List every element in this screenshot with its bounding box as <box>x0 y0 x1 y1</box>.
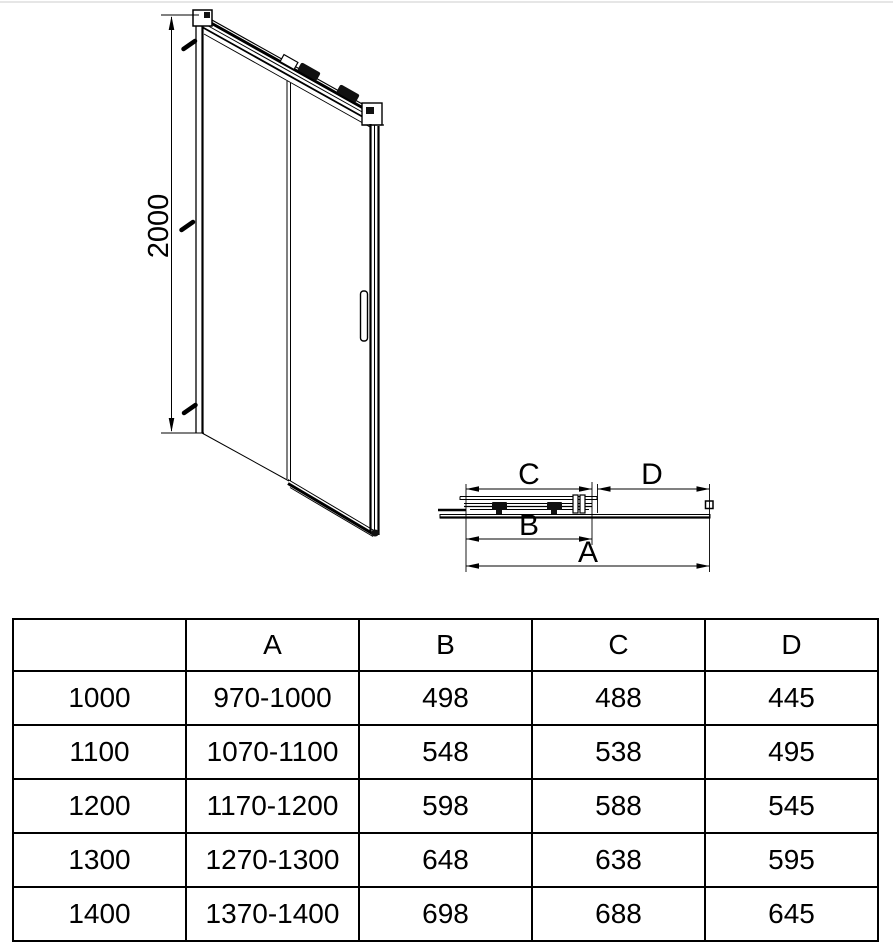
value-cell: 445 <box>705 671 878 725</box>
plan-roller <box>547 502 562 510</box>
value-cell: 648 <box>359 833 532 887</box>
plan-roller <box>492 502 507 510</box>
table-header-d: D <box>705 619 878 671</box>
front-view-drawing <box>143 10 384 537</box>
plan-door-edge-profile <box>573 495 578 513</box>
value-cell: 545 <box>705 779 878 833</box>
wall-bracket <box>182 222 194 230</box>
dimension-d <box>598 458 710 492</box>
value-cell: 970-1000 <box>186 671 359 725</box>
plan-door-edge-profile <box>580 495 585 513</box>
table-header-b: B <box>359 619 532 671</box>
size-cell: 1000 <box>13 671 186 725</box>
arrow-right-icon <box>697 486 710 492</box>
value-cell: 638 <box>532 833 705 887</box>
rail-end-cap <box>371 530 379 537</box>
arrow-down-icon <box>169 418 175 432</box>
door-right-frame <box>371 124 379 535</box>
height-dimension-label: 2000 <box>143 193 175 259</box>
dimension-d-label: D <box>641 458 663 491</box>
value-cell: 488 <box>532 671 705 725</box>
plan-roller-foot <box>551 510 557 514</box>
dimension-c <box>466 458 592 492</box>
size-cell: 1200 <box>13 779 186 833</box>
value-cell: 498 <box>359 671 532 725</box>
value-cell: 1070-1100 <box>186 725 359 779</box>
plan-view-drawing <box>438 458 713 572</box>
table-row <box>13 671 878 725</box>
arrow-left-icon <box>598 486 611 492</box>
arrow-left-icon <box>466 486 479 492</box>
dimension-c-label: C <box>518 458 540 491</box>
wall-profile <box>182 17 203 433</box>
table-header-row <box>13 619 878 671</box>
table-row <box>13 725 878 779</box>
arrow-left-icon <box>466 536 479 542</box>
value-cell: 698 <box>359 887 532 941</box>
rail-left-cap <box>161 10 212 26</box>
table-header-a: A <box>186 619 359 671</box>
table-row <box>13 887 878 941</box>
dimensions-table <box>12 618 879 942</box>
value-cell: 548 <box>359 725 532 779</box>
value-cell: 688 <box>532 887 705 941</box>
rail-right-cap <box>362 103 384 125</box>
size-cell: 1300 <box>13 833 186 887</box>
arrow-right-icon <box>579 486 592 492</box>
dimension-b-label: B <box>518 509 540 542</box>
arrow-up-icon <box>169 16 175 30</box>
size-cell: 1400 <box>13 887 186 941</box>
value-cell: 588 <box>532 779 705 833</box>
arrow-left-icon <box>466 563 479 569</box>
wall-bracket <box>184 405 196 413</box>
value-cell: 645 <box>705 887 878 941</box>
size-cell: 1100 <box>13 725 186 779</box>
bottom-guide-rail <box>288 480 379 537</box>
wall-bracket <box>184 41 196 49</box>
arrow-right-icon <box>697 563 710 569</box>
table-row <box>13 779 878 833</box>
value-cell: 1370-1400 <box>186 887 359 941</box>
dimension-b <box>466 509 592 542</box>
height-dimension <box>143 16 204 433</box>
table-header-c: C <box>532 619 705 671</box>
table-header-blank <box>13 619 186 671</box>
value-cell: 598 <box>359 779 532 833</box>
glass-bottom-edge <box>202 433 289 481</box>
dimension-a <box>466 536 710 569</box>
plan-roller-foot <box>496 510 502 514</box>
value-cell: 495 <box>705 725 878 779</box>
value-cell: 538 <box>532 725 705 779</box>
dimension-a-label: A <box>577 536 599 569</box>
top-rail <box>161 10 384 127</box>
table-row <box>13 833 878 887</box>
value-cell: 1270-1300 <box>186 833 359 887</box>
value-cell: 1170-1200 <box>186 779 359 833</box>
fixed-panel-edge <box>287 81 291 481</box>
value-cell: 595 <box>705 833 878 887</box>
door-handle <box>361 291 368 341</box>
